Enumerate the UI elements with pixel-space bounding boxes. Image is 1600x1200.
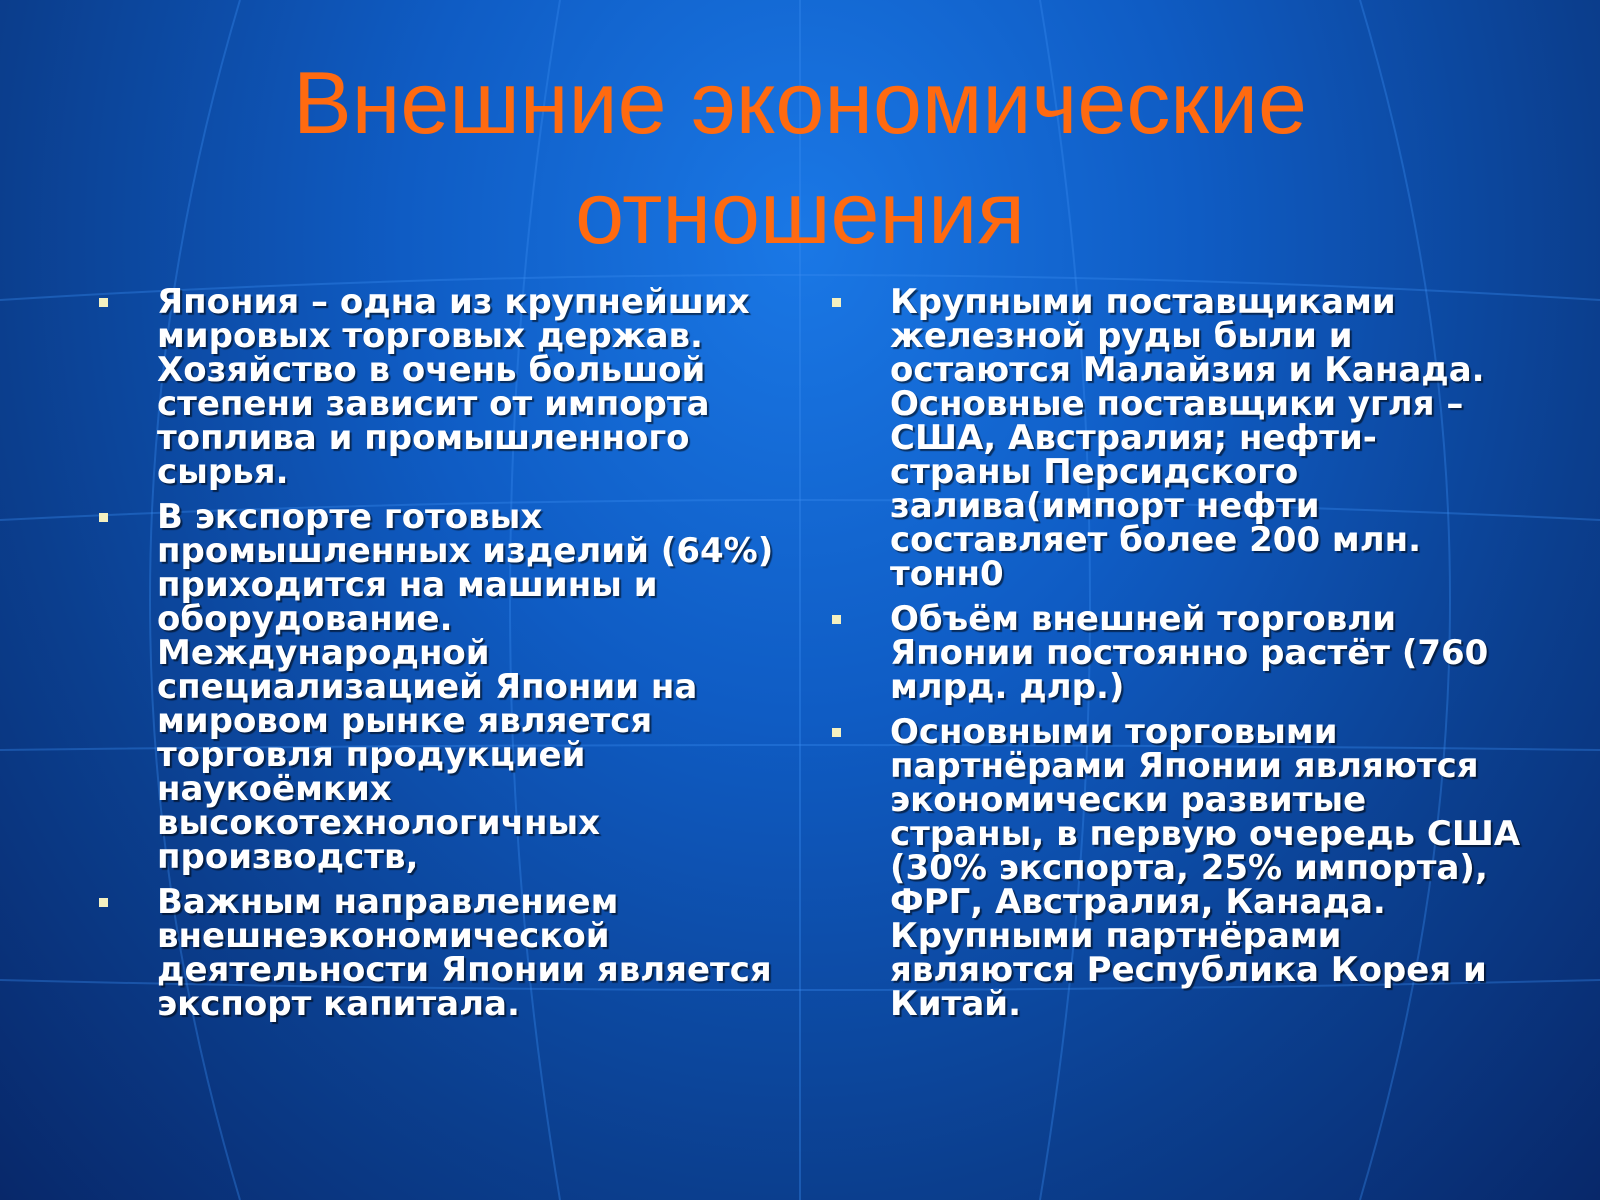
left-bullet-item — [95, 282, 775, 492]
square-bullet-icon — [99, 513, 108, 522]
square-bullet-icon — [832, 615, 841, 624]
left-bullet-text: Япония – одна из крупнейших мировых торговых держав. Хозяйство в очень большой степени зависит от импорта топлива и промышленного сырья. — [157, 282, 750, 492]
left-bullet-text: Важным направлением внешнеэкономической деятельности Японии является экспорт капитала. — [157, 882, 772, 1024]
square-bullet-icon — [832, 298, 841, 307]
right-bullet-item — [828, 282, 1528, 594]
left-bullet-item — [95, 882, 775, 1024]
title-line-2: отношения — [575, 163, 1025, 262]
title-line-1: Внешние экономические — [293, 53, 1307, 152]
slide-title — [100, 48, 1500, 268]
right-bullet-item — [828, 712, 1528, 1024]
right-bullet-list — [828, 282, 1528, 1032]
left-bullet-item — [95, 497, 775, 877]
right-bullet-text: Объём внешней торговли Японии постоянно растёт (760 млрд. длр.) — [890, 599, 1489, 707]
square-bullet-icon — [99, 898, 108, 907]
square-bullet-icon — [99, 298, 108, 307]
left-bullet-list — [95, 282, 775, 1032]
right-bullet-item — [828, 599, 1528, 707]
right-bullet-text: Основными торговыми партнёрами Японии являются экономически развитые страны, в первую очередь США (30% экспорта, 25% импорта), ФРГ, Австралия, Канада. Крупными партнёрами являются Республика Корея и Китай. — [890, 712, 1521, 1024]
right-bullet-text: Крупными поставщиками железной руды были и остаются Малайзия и Канада. Основные поставщики угля – США, Австралия; нефти- страны Персидского залива(импорт нефти составляет более 200 млн. тонн0 — [890, 282, 1485, 594]
square-bullet-icon — [832, 728, 841, 737]
left-bullet-text: В экспорте готовых промышленных изделий (64%) приходится на машины и оборудование. Международной специализацией Японии на мировом рынке является торговля продукцией наукоёмких высокотехнологичных производств, — [157, 497, 774, 877]
